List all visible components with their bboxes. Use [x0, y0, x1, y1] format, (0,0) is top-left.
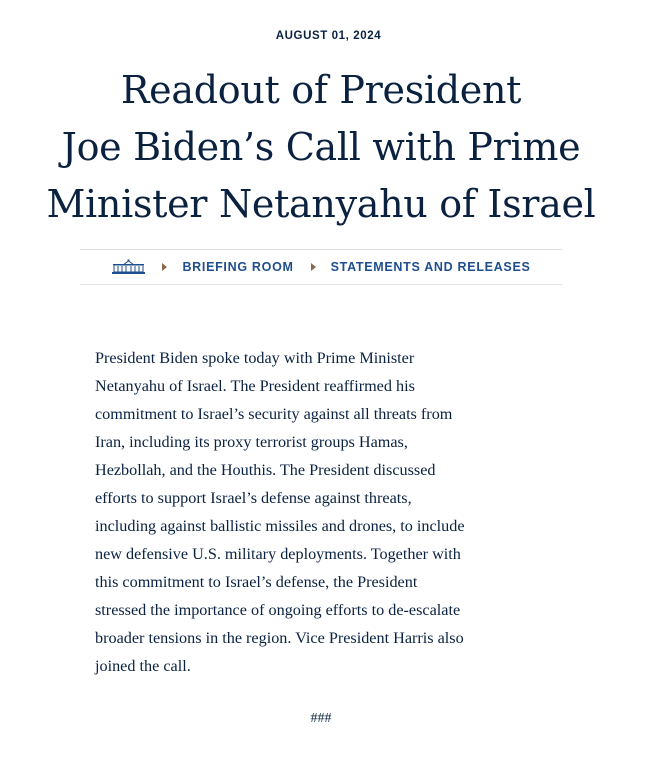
body-line: new defensive U.S. military deployments. Together with: [95, 545, 461, 563]
body-line: broader tensions in the region. Vice President Harris also: [95, 629, 464, 647]
title-line: Readout of President: [120, 68, 522, 112]
body-line: stressed the importance of ongoing efforts to de-escalate: [95, 601, 461, 619]
chevron-right-icon: [311, 263, 316, 271]
body-line: President Biden spoke today with Prime Minister: [95, 349, 415, 367]
breadcrumb-statements-and-releases[interactable]: STATEMENTS AND RELEASES: [330, 260, 531, 274]
body-line: including against ballistic missiles and drones, to include: [95, 517, 465, 535]
end-of-article-mark: ###: [310, 711, 332, 726]
title-line: Minister Netanyahu of Israel: [46, 182, 596, 226]
body-line: efforts to support Israel’s defense against threats,: [95, 489, 412, 507]
body-line: this commitment to Israel’s defense, the President: [95, 573, 418, 591]
body-line: Hezbollah, and the Houthis. The President discussed: [95, 461, 436, 479]
article-body: [95, 344, 555, 680]
body-line: commitment to Israel’s security against all threats from: [95, 405, 453, 423]
publish-date: AUGUST 01, 2024: [275, 30, 382, 42]
chevron-right-icon: [162, 263, 167, 271]
title-line: Joe Biden’s Call with Prime: [61, 125, 581, 169]
body-line: Netanyahu of Israel. The President reaffirmed his: [95, 377, 415, 395]
body-line: Iran, including its proxy terrorist groups Hamas,: [95, 433, 408, 451]
page-title: [0, 62, 642, 233]
breadcrumb-briefing-room[interactable]: BRIEFING ROOM: [182, 260, 294, 274]
white-house-icon[interactable]: [111, 259, 146, 275]
body-line: joined the call.: [95, 657, 191, 675]
breadcrumb: [80, 249, 562, 285]
